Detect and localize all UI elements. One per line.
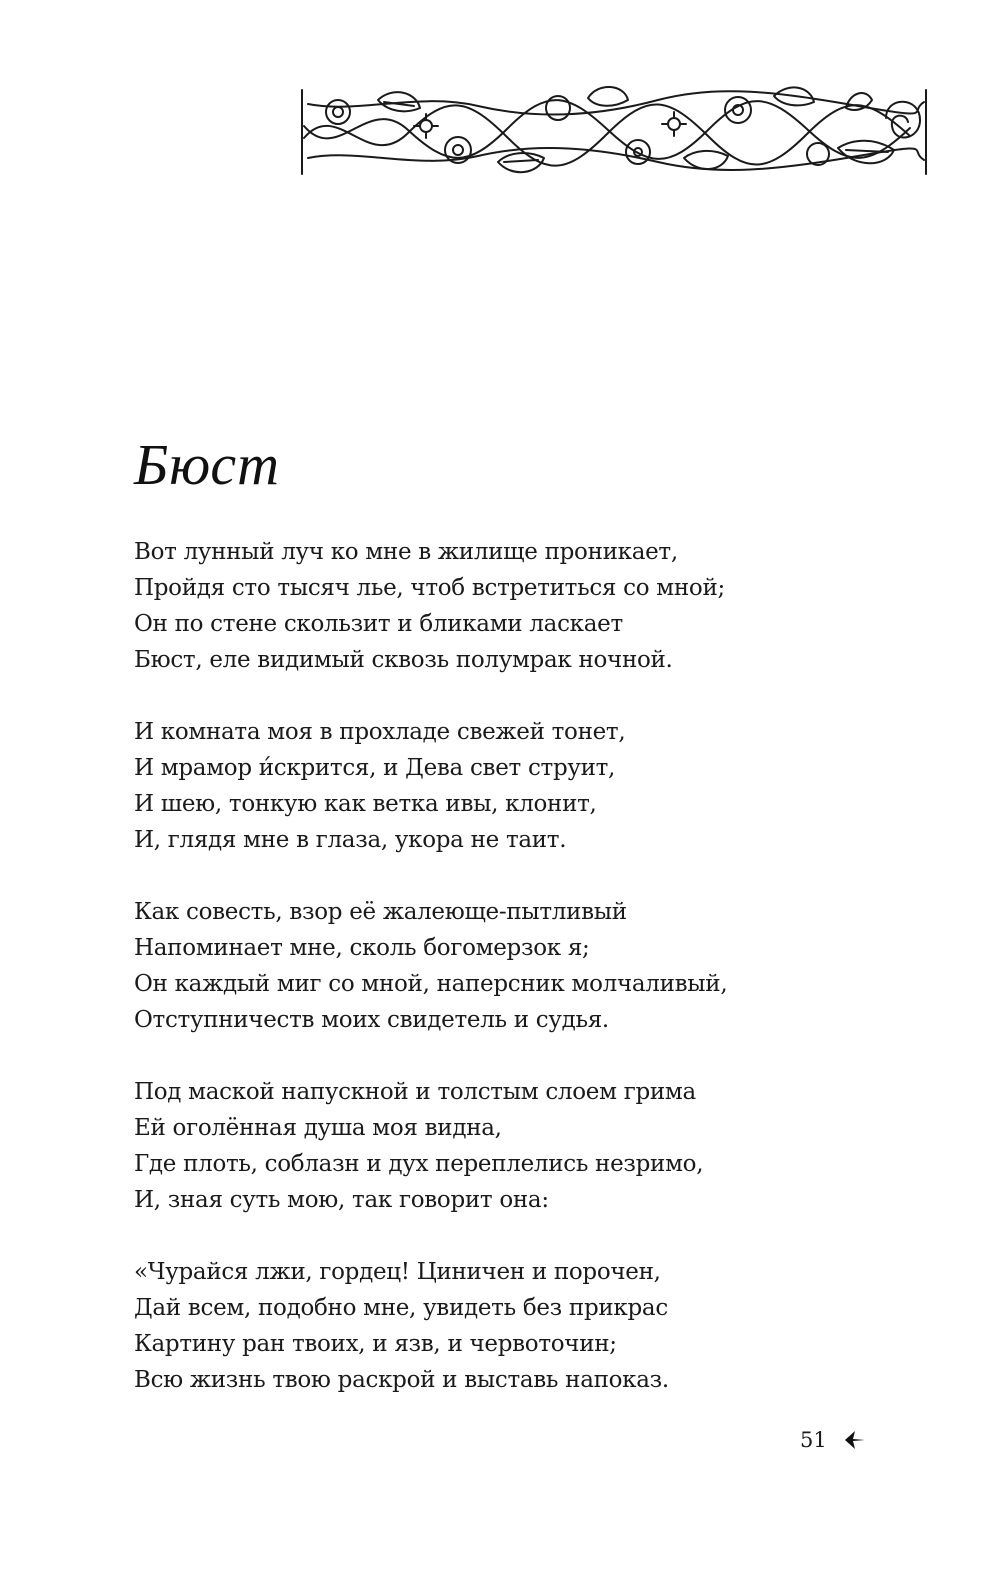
- stanza: [134, 1074, 894, 1218]
- stanza: [134, 894, 894, 1038]
- poem-line: Вот лунный луч ко мне в жилище проникает,: [134, 539, 678, 565]
- floral-ornament-border: [298, 78, 930, 182]
- poem-body: [134, 534, 894, 1434]
- poem-line: Где плоть, соблазн и дух переплелись незримо,: [134, 1151, 704, 1177]
- poem-line: Пройдя сто тысяч лье, чтоб встретиться со мной;: [134, 575, 725, 601]
- poem-line: Всю жизнь твою раскрой и выставь напоказ.: [134, 1367, 669, 1393]
- poem-line: Бюст, еле видимый сквозь полумрак ночной.: [134, 647, 673, 673]
- poem-line: Напоминает мне, сколь богомерзок я;: [134, 935, 590, 961]
- poem-line: Он каждый миг со мной, наперсник молчаливый,: [134, 971, 728, 997]
- poem-line: Он по стене скользит и бликами ласкает: [134, 611, 623, 637]
- poem-line: И, зная суть мою, так говорит она:: [134, 1187, 549, 1213]
- stanza: [134, 714, 894, 858]
- poem-line: Ей оголённая душа моя видна,: [134, 1115, 502, 1141]
- poem-title: Бюст: [134, 432, 280, 497]
- poem-line: Как совесть, взор её жалеюще-пытливый: [134, 899, 627, 925]
- poem-line: И шею, тонкую как ветка ивы, клонит,: [134, 791, 597, 817]
- poem-line: «Чурайся лжи, гордец! Циничен и порочен,: [134, 1259, 661, 1285]
- poem-line: И мрамор и́скрится, и Дева свет струит,: [134, 755, 616, 781]
- poem-line: Отступничеств моих свидетель и судья.: [134, 1007, 609, 1033]
- poem-line: Под маской напускной и толстым слоем грима: [134, 1079, 696, 1105]
- page-footer: [800, 1428, 867, 1452]
- poem-line: И, глядя мне в глаза, укора не таит.: [134, 827, 567, 853]
- poem-line: Картину ран твоих, и язв, и червоточин;: [134, 1331, 617, 1357]
- stanza: [134, 534, 894, 678]
- poem-line: И комната моя в прохладе свежей тонет,: [134, 719, 626, 745]
- arrow-left-icon: [841, 1429, 867, 1451]
- poem-line: Дай всем, подобно мне, увидеть без прикрас: [134, 1295, 668, 1321]
- stanza: [134, 1254, 894, 1398]
- page-number: 51: [800, 1428, 827, 1452]
